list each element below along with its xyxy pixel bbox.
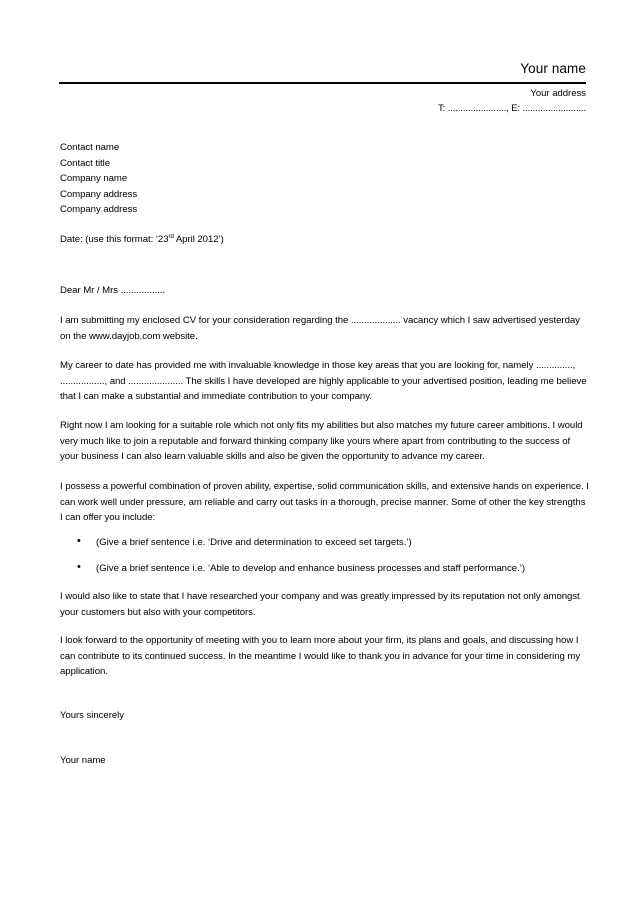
header-divider: [59, 82, 586, 84]
bullet-item-2: (Give a brief sentence i.e. ‘Able to develop and enhance business processes and staff performance.’): [96, 563, 526, 574]
paragraph-5: I would also like to state that I have researched your company and was greatly impressed by its reputation not only amongst your customers but also with your competitors.: [60, 591, 580, 618]
date-suffix: April 2012’): [173, 234, 224, 245]
recipient-contact-name: Contact name: [60, 142, 120, 153]
recipient-contact-title: Contact title: [60, 157, 111, 169]
recipient-company-name: Company name: [60, 173, 128, 184]
date-line: [60, 232, 590, 248]
date-superscript: rd: [168, 233, 174, 240]
paragraph-3: Right now I am looking for a suitable role which not only fits my abilities but also matches my future career ambitions. I would very much like to join a reputable and forward thinking company like yours where apart from contributing to the success of your business I can also learn valuable skills and also be given the opportunity to advance my career.: [60, 420, 583, 462]
signature-name: Your name: [60, 755, 106, 766]
sender-name: Your name: [520, 61, 586, 76]
bullet-marker-1: •: [77, 535, 81, 547]
paragraph-4: I possess a powerful combination of proven ability, expertise, solid communication skills, and extensive hands on experience. I can work well under pressure, am reliable and carry out tasks in a thorough, precise manner. Some of other the key strengths I can offer you include:: [60, 481, 589, 523]
recipient-block: [60, 140, 590, 218]
paragraph-6: I look forward to the opportunity of meeting with you to learn more about your firm, its plans and goals, and discussing how I can contribute to its continued success. In the meantime I would like to thank you in advance for your time in considering my application.: [60, 635, 581, 677]
signoff: Yours sincerely: [60, 710, 124, 721]
recipient-company-address-1: Company address: [60, 188, 138, 200]
paragraph-2: My career to date has provided me with invaluable knowledge in those key areas that you are looking for, namely .............., ................., and ..................... The skills I have developed are highly applicable to your advertised position, leading me believe that I can make a substantial and immediate contribution to your company.: [60, 360, 587, 402]
date-prefix: Date: (use this format: ‘23: [60, 234, 169, 245]
sender-contact: T: ......................., E: .........................: [437, 103, 586, 114]
recipient-company-address-2: Company address: [60, 204, 138, 215]
salutation: Dear Mr / Mrs .................: [60, 285, 166, 296]
sender-address: Your address: [530, 88, 586, 99]
paragraph-1: I am submitting my enclosed CV for your consideration regarding the ................... vacancy which I saw advertised yesterday on the www.dayjob.com website.: [60, 315, 580, 342]
bullet-item-1: (Give a brief sentence i.e. ‘Drive and determination to exceed set targets.’): [96, 537, 412, 548]
bullet-marker-2: •: [77, 561, 81, 573]
